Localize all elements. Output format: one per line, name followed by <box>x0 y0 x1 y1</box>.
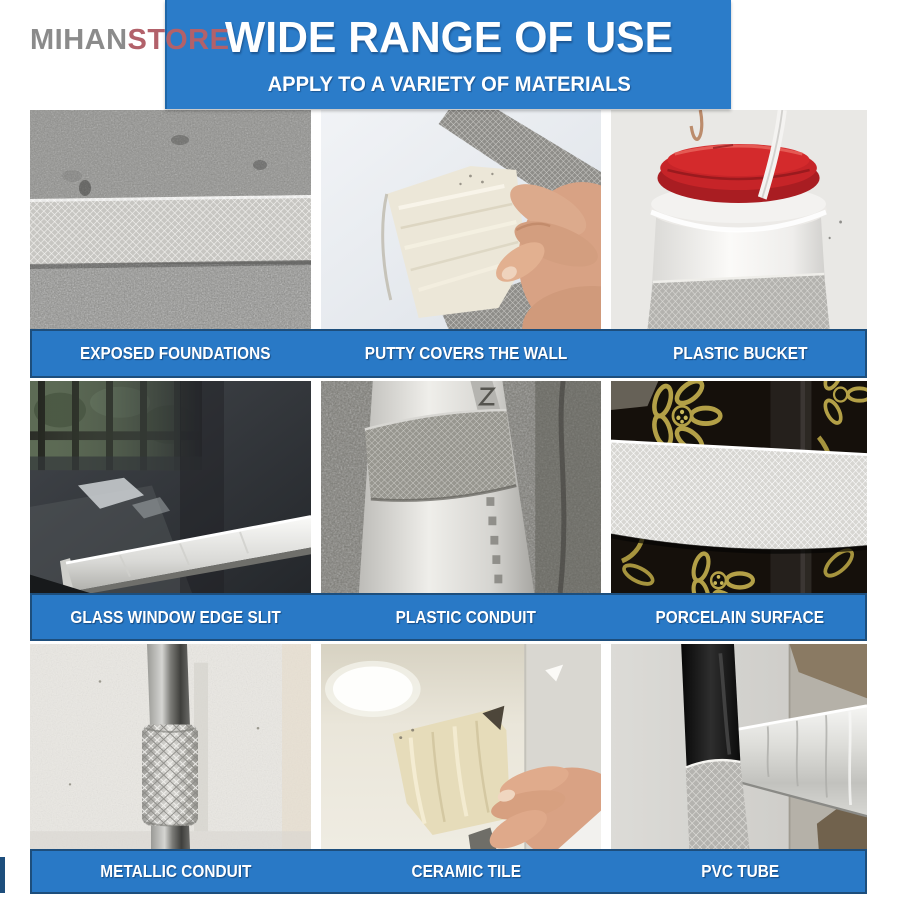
tape-band <box>647 274 829 329</box>
caption-putty-covers-wall: PUTTY COVERS THE WALL <box>364 343 568 363</box>
caption-band-1 <box>30 329 867 378</box>
knurled-tape-sleeve <box>142 725 198 826</box>
photo-glass-window <box>30 381 311 593</box>
ceiling-light <box>325 661 421 717</box>
photo-row-3 <box>30 644 867 849</box>
logo-part-red: STORE <box>127 24 230 56</box>
bucket-with-tape <box>611 110 867 329</box>
tape-band <box>611 441 867 551</box>
photo-porcelain-surface <box>611 381 867 593</box>
print-edge-artifact <box>0 857 5 893</box>
logo-part-gray: MIHAN <box>30 24 128 56</box>
photo-row-1 <box>30 110 867 329</box>
black-pipe-with-foil <box>611 644 867 849</box>
caption-pvc-tube: PVC TUBE <box>701 861 779 881</box>
store-logo <box>30 24 229 57</box>
photo-exposed-foundations <box>30 110 311 329</box>
caption-metallic-conduit: METALLIC CONDUIT <box>99 861 252 881</box>
red-lid <box>657 144 819 203</box>
banner-subtitle: APPLY TO A VARIETY OF MATERIALS <box>267 73 631 96</box>
photo-ceramic-tile <box>321 644 601 849</box>
photo-putty-covers-wall <box>321 110 601 329</box>
caption-glass-window-edge-slit: GLASS WINDOW EDGE SLIT <box>70 606 281 627</box>
hand-applying-tape-ceiling <box>321 644 601 849</box>
photo-plastic-conduit <box>321 381 601 593</box>
photo-pvc-tube <box>611 644 867 849</box>
caption-ceramic-tile: CERAMIC TILE <box>411 861 521 881</box>
caption-porcelain-surface: PORCELAIN SURFACE <box>655 606 825 627</box>
photo-grid <box>30 0 867 900</box>
tape-wrap <box>365 410 516 500</box>
banner-title: WIDE RANGE OF USE <box>224 13 674 62</box>
hand-peeling-tape <box>321 110 601 329</box>
photo-metallic-conduit <box>30 644 311 849</box>
caption-exposed-foundations: EXPOSED FOUNDATIONS <box>80 343 271 363</box>
photo-row-2 <box>30 381 867 593</box>
steel-pole-with-tape <box>30 644 311 849</box>
floral-porcelain-with-tape <box>611 381 867 593</box>
tape-wrap <box>686 760 750 849</box>
concrete-wall-with-tape <box>30 110 311 329</box>
black-pipe <box>681 644 740 768</box>
pipe-with-tape-wrap <box>321 381 601 593</box>
railing-reflection <box>30 381 202 470</box>
tape-strip <box>30 195 311 269</box>
photo-plastic-bucket <box>611 110 867 329</box>
caption-band-2 <box>30 593 867 641</box>
window-with-foil-strip <box>30 381 311 593</box>
caption-plastic-conduit: PLASTIC CONDUIT <box>395 606 537 627</box>
caption-band-3 <box>30 849 867 894</box>
caption-plastic-bucket: PLASTIC BUCKET <box>672 343 808 363</box>
header-banner <box>165 0 731 109</box>
